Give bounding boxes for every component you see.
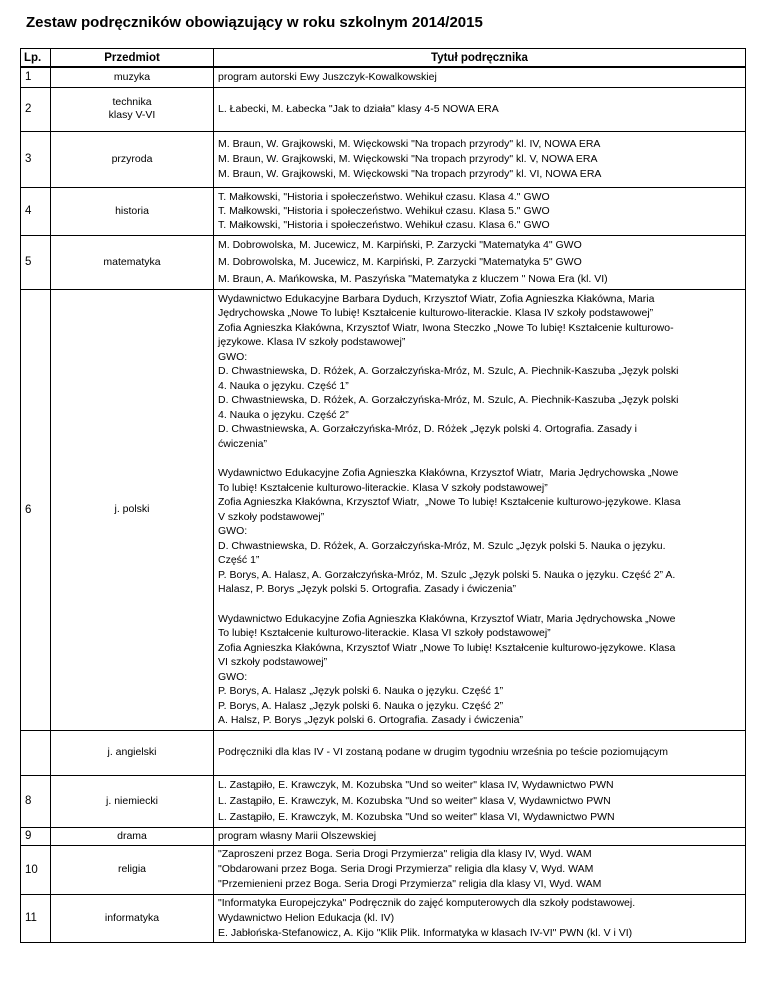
book-title: "Zaproszeni przez Boga. Seria Drogi Przymierza" religia dla klasy IV, Wyd. WAM "Obdarowani przez Boga. Seria Drogi Przymierza" religia dla klasy V, Wyd. WAM "Przemienieni przez Boga. Seria Drogi Przymierza" religia dla klasy VI, Wyd. WAM xyxy=(214,845,746,894)
row-number: 1 xyxy=(21,67,51,87)
subject-name: technika klasy V-VI xyxy=(51,87,214,131)
header-book: Tytuł podręcznika xyxy=(214,49,746,68)
book-block: Wydawnictwo Edukacyjne Zofia Agnieszka Kłakówna, Krzysztof Wiatr, Maria Jędrychowska „Nowe To lubię! Kształcenie kulturowo-literackie. Klasa V szkoły podstawowej” Zofia Agnieszka Kłakówna, Krzysztof Wiatr, „Nowe To lubię! Kształcenie kulturowo-językowe. Klasa V szkoły podstawowej” GWO: D. Chwastniewska, D. Różek, A. Gorzałczyńska-Mróz, M. Szulc „Język polski 5. Nauka o języku. Część 1” P. Borys, A. Halasz, A. Gorzałczyńska-Mróz, M. Szulc „Język polski 5. Nauka o języku. Część 2” A. Halasz, P. Borys „Język polski 5. Ortografia. Zasady i ćwiczenia” xyxy=(218,467,681,595)
book-title: L. Zastąpiło, E. Krawczyk, M. Kozubska "Und so weiter" klasa IV, Wydawnictwo PWN L. Zastąpiło, E. Krawczyk, M. Kozubska "Und so weiter" klasa V, Wydawnictwo PWN L. Zastąpiło, E. Krawczyk, M. Kozubska "Und so weiter" klasa VI, Wydawnictwo PWN xyxy=(214,775,746,827)
row-number: 6 xyxy=(21,289,51,730)
table-row xyxy=(21,289,746,730)
row-number: 3 xyxy=(21,131,51,187)
table-row xyxy=(21,730,746,775)
row-number xyxy=(21,730,51,775)
subject-name: drama xyxy=(51,827,214,845)
book-block: Wydawnictwo Edukacyjne Zofia Agnieszka Kłakówna, Krzysztof Wiatr, Maria Jędrychowska „Nowe To lubię! Kształcenie kulturowo-literackie. Klasa VI szkoły podstawowej” Zofia Agnieszka Kłakówna, Krzysztof Wiatr „Nowe To lubię! Kształcenie kulturowo-językowe. Klasa VI szkoły podstawowej” GWO: P. Borys, A. Halasz „Język polski 6. Nauka o języku. Część 1” P. Borys, A. Halasz „Język polski 6. Nauka o języku. Część 2” A. Halsz, P. Borys „Język polski 6. Ortografia. Zasady i ćwiczenia” xyxy=(218,612,676,726)
textbook-table xyxy=(20,48,746,943)
book-title: L. Łabecki, M. Łabecka "Jak to działa" klasy 4-5 NOWA ERA xyxy=(214,87,746,131)
table-row xyxy=(21,87,746,131)
row-number: 2 xyxy=(21,87,51,131)
subject-name: religia xyxy=(51,845,214,894)
subject-name: informatyka xyxy=(51,894,214,942)
page-title: Zestaw podręczników obowiązujący w roku szkolnym 2014/2015 xyxy=(26,14,483,31)
book-title: "Informatyka Europejczyka" Podręcznik do zajęć komputerowych dla szkoły podstawowej. Wydawnictwo Helion Edukacja (kl. IV) E. Jabłońska-Stefanowicz, A. Kijo "Klik Plik. Informatyka w klasach IV-VI" PWN (kl. V i VI) xyxy=(214,894,746,942)
table-row xyxy=(21,894,746,942)
table-row xyxy=(21,775,746,827)
table-row xyxy=(21,67,746,87)
row-number: 11 xyxy=(21,894,51,942)
subject-name: j. angielski xyxy=(51,730,214,775)
subject-name: przyroda xyxy=(51,131,214,187)
header-lp: Lp. xyxy=(21,49,51,68)
header-subject: Przedmiot xyxy=(51,49,214,68)
table-header-row xyxy=(21,49,746,68)
table-row xyxy=(21,187,746,235)
book-title xyxy=(214,289,746,730)
table-row xyxy=(21,845,746,894)
table-row xyxy=(21,131,746,187)
row-number: 10 xyxy=(21,845,51,894)
row-number: 8 xyxy=(21,775,51,827)
book-block: Wydawnictwo Edukacyjne Barbara Dyduch, Krzysztof Wiatr, Zofia Agnieszka Kłakówna, Maria Jędrychowska „Nowe To lubię! Kształcenie kulturowo-literackie. Klasa IV szkoły podstawowej” Zofia Agnieszka Kłakówna, Krzysztof Wiatr, Iwona Steczko „Nowe To lubię! Kształcenie kulturowo- językowe. Klasa IV szkoły podstawowej” GWO: D. Chwastniewska, D. Różek, A. Gorzałczyńska-Mróz, M. Szulc, A. Piechnik-Kaszuba „Język polski 4. Nauka o języku. Część 1” D. Chwastniewska, D. Różek, A. Gorzałczyńska-Mróz, M. Szulc, A. Piechnik-Kaszuba „Język polski 4. Nauka o języku. Część 2” D. Chwastniewska, A. Gorzałczyńska-Mróz, D. Różek „Język polski 4. Ortografia. Zasady i ćwiczenia” xyxy=(218,292,679,450)
subject-name: matematyka xyxy=(51,235,214,289)
book-title: program własny Marii Olszewskiej xyxy=(214,827,746,845)
table-row xyxy=(21,235,746,289)
subject-name: j. niemiecki xyxy=(51,775,214,827)
row-number: 9 xyxy=(21,827,51,845)
subject-name: historia xyxy=(51,187,214,235)
subject-name: j. polski xyxy=(51,289,214,730)
book-title: M. Braun, W. Grajkowski, M. Więckowski "Na tropach przyrody" kl. IV, NOWA ERA M. Braun, W. Grajkowski, M. Więckowski "Na tropach przyrody" kl. V, NOWA ERA M. Braun, W. Grajkowski, M. Więckowski "Na tropach przyrody" kl. VI, NOWA ERA xyxy=(214,131,746,187)
row-number: 5 xyxy=(21,235,51,289)
row-number: 4 xyxy=(21,187,51,235)
book-title: T. Małkowski, "Historia i społeczeństwo. Wehikuł czasu. Klasa 4." GWO T. Małkowski, "Historia i społeczeństwo. Wehikuł czasu. Klasa 5." GWO T. Małkowski, "Historia i społeczeństwo. Wehikuł czasu. Klasa 6." GWO xyxy=(214,187,746,235)
book-title: M. Dobrowolska, M. Jucewicz, M. Karpiński, P. Zarzycki "Matematyka 4" GWO M. Dobrowolska, M. Jucewicz, M. Karpiński, P. Zarzycki "Matematyka 5" GWO M. Braun, A. Mańkowska, M. Paszyńska "Matematyka z kluczem " Nowa Era (kl. VI) xyxy=(214,235,746,289)
book-title: program autorski Ewy Juszczyk-Kowalkowskiej xyxy=(214,67,746,87)
subject-name: muzyka xyxy=(51,67,214,87)
book-title: Podręczniki dla klas IV - VI zostaną podane w drugim tygodniu września po teście poziomującym xyxy=(214,730,746,775)
table-row xyxy=(21,827,746,845)
